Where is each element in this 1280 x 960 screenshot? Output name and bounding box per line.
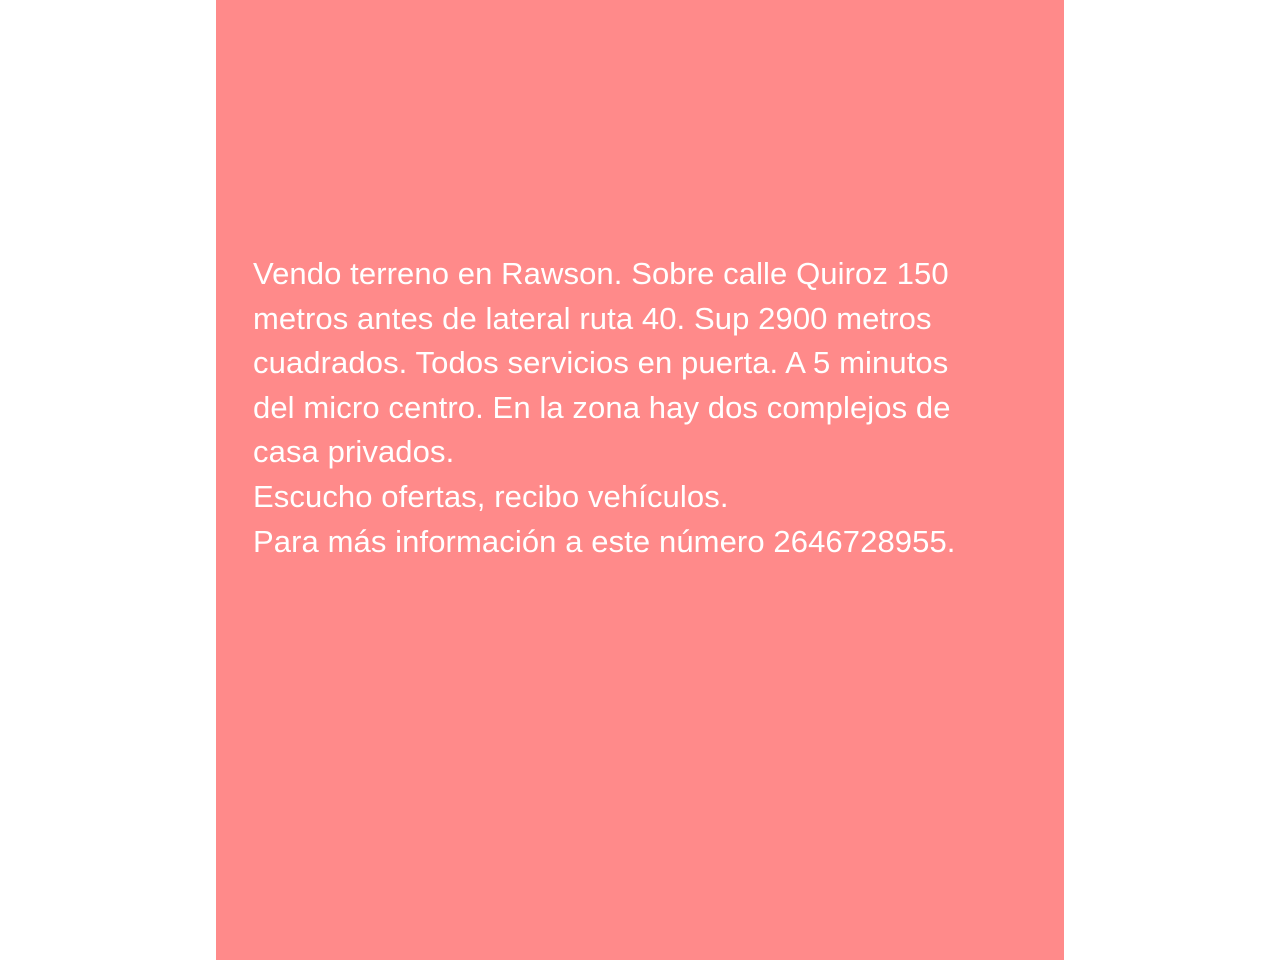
text-post-card <box>216 0 1064 960</box>
post-line-5: casa privados. <box>253 434 455 470</box>
post-line-4: del micro centro. En la zona hay dos complejos de <box>253 389 951 425</box>
post-line-1: Vendo terreno en Rawson. Sobre calle Quiroz 150 <box>253 256 949 291</box>
post-line-offers: Escucho ofertas, recibo vehículos. <box>253 478 729 514</box>
post-line-2: metros antes de lateral ruta 40. Sup 2900 metros <box>253 300 932 336</box>
post-text <box>253 252 1033 564</box>
post-line-3: cuadrados. Todos servicios en puerta. A 5 minutos <box>253 345 949 381</box>
post-line-contact: Para más información a este número 2646728955. <box>253 523 956 559</box>
